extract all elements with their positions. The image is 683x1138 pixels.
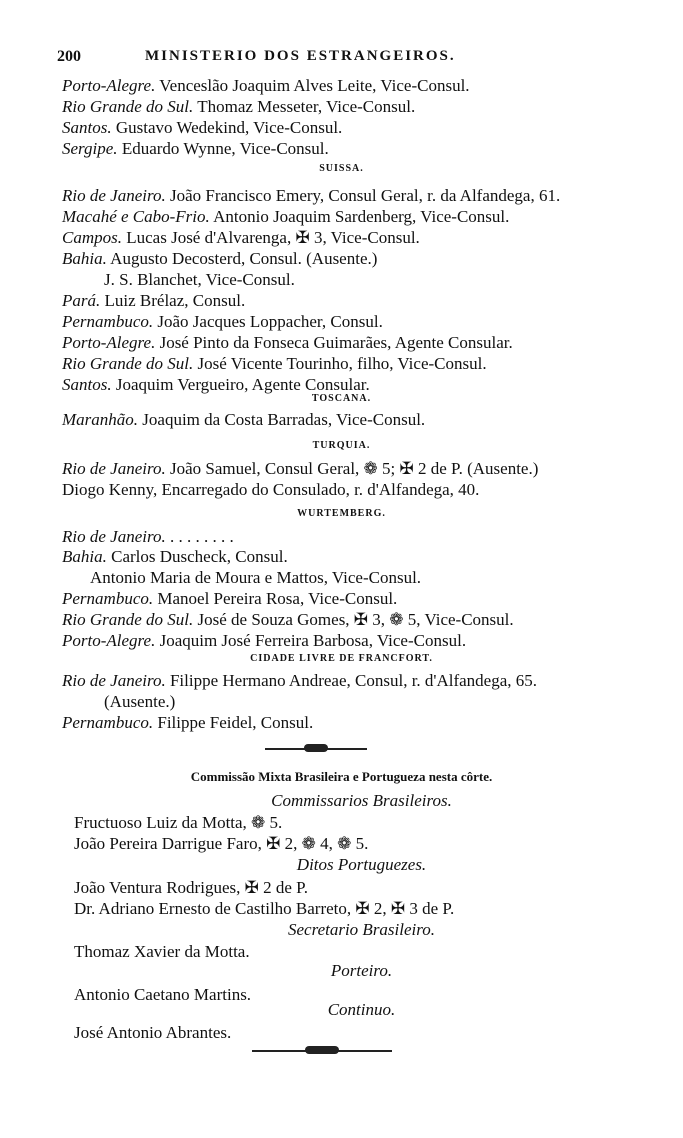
- entry: Antonio Caetano Martins.: [74, 985, 252, 1004]
- subheading: Continuo.: [327, 1000, 396, 1019]
- entry: Porto-Alegre. José Pinto da Fonseca Guimarães, Agente Consular.: [62, 333, 513, 352]
- ornamental-divider: [252, 1050, 392, 1052]
- entry: Pernambuco. Manoel Pereira Rosa, Vice-Consul.: [62, 589, 398, 608]
- entry: Rio Grande do Sul. José Vicente Tourinho, filho, Vice-Consul.: [62, 354, 487, 373]
- entry: Pará. Luiz Brélaz, Consul.: [62, 291, 246, 310]
- section-heading-suissa: SUISSA.: [319, 163, 364, 174]
- entry: Porto-Alegre. Venceslão Joaquim Alves Leite, Vice-Consul.: [62, 76, 470, 95]
- ornamental-divider: [265, 748, 367, 750]
- entry: Pernambuco. João Jacques Loppacher, Consul.: [62, 312, 383, 331]
- entry: Dr. Adriano Ernesto de Castilho Barreto, ✠ 2, ✠ 3 de P.: [74, 899, 455, 918]
- subheading: Commissarios Brasileiros.: [271, 791, 452, 810]
- subheading: Ditos Portuguezes.: [296, 855, 427, 874]
- subheading: Porteiro.: [330, 961, 393, 980]
- entry: Bahia. Carlos Duscheck, Consul.: [62, 547, 288, 566]
- entry: J. S. Blanchet, Vice-Consul.: [104, 270, 295, 289]
- entry: Campos. Lucas José d'Alvarenga, ✠ 3, Vice-Consul.: [62, 228, 420, 247]
- entry: Macahé e Cabo-Frio. Antonio Joaquim Sardenberg, Vice-Consul.: [62, 207, 510, 226]
- entry: Pernambuco. Filippe Feidel, Consul.: [62, 713, 314, 732]
- entry: Rio de Janeiro. Filippe Hermano Andreae, Consul, r. d'Alfandega, 65.: [62, 671, 538, 690]
- entry: Bahia. Augusto Decosterd, Consul. (Ausente.): [62, 249, 378, 268]
- entry: Rio de Janeiro. . . . . . . . .: [62, 527, 234, 546]
- entry: Maranhão. Joaquim da Costa Barradas, Vice-Consul.: [62, 410, 426, 429]
- entry: Santos. Joaquim Vergueiro, Agente Consular.: [62, 375, 370, 394]
- section-heading-francfort: CIDADE LIVRE DE FRANCFORT.: [250, 653, 433, 664]
- entry: João Ventura Rodrigues, ✠ 2 de P.: [74, 878, 308, 897]
- entry: Diogo Kenny, Encarregado do Consulado, r. d'Alfandega, 40.: [62, 480, 480, 499]
- section-heading-turquia: TURQUIA.: [312, 440, 371, 451]
- entry: Rio Grande do Sul. José de Souza Gomes, ✠ 3, ❁ 5, Vice-Consul.: [62, 610, 514, 629]
- entry: (Ausente.): [104, 692, 176, 711]
- subheading: Secretario Brasileiro.: [288, 920, 435, 939]
- commission-title: Commissão Mixta Brasileira e Portugueza nesta côrte.: [190, 769, 493, 784]
- entry: Rio de Janeiro. João Francisco Emery, Consul Geral, r. da Alfandega, 61.: [62, 186, 561, 205]
- entry: Fructuoso Luiz da Motta, ❁ 5.: [74, 813, 283, 832]
- entry: José Antonio Abrantes.: [74, 1023, 232, 1042]
- page-number: 200: [57, 48, 81, 65]
- running-header: [57, 48, 456, 66]
- entry: Antonio Maria de Moura e Mattos, Vice-Consul.: [90, 568, 422, 587]
- entry: João Pereira Darrigue Faro, ✠ 2, ❁ 4, ❁ 5.: [74, 834, 369, 853]
- page-title: MINISTERIO DOS ESTRANGEIROS.: [145, 48, 456, 64]
- entry: Santos. Gustavo Wedekind, Vice-Consul.: [62, 118, 343, 137]
- section-heading-toscana: TOSCANA.: [311, 393, 372, 404]
- entry: Sergipe. Eduardo Wynne, Vice-Consul.: [62, 139, 329, 158]
- section-heading-wurtemberg: WURTEMBERG.: [297, 508, 386, 519]
- entry: Rio Grande do Sul. Thomaz Messeter, Vice-Consul.: [62, 97, 416, 116]
- entry: Thomaz Xavier da Motta.: [74, 942, 250, 961]
- entry: Rio de Janeiro. João Samuel, Consul Geral, ❁ 5; ✠ 2 de P. (Ausente.): [62, 459, 539, 478]
- entry: Porto-Alegre. Joaquim José Ferreira Barbosa, Vice-Consul.: [62, 631, 467, 650]
